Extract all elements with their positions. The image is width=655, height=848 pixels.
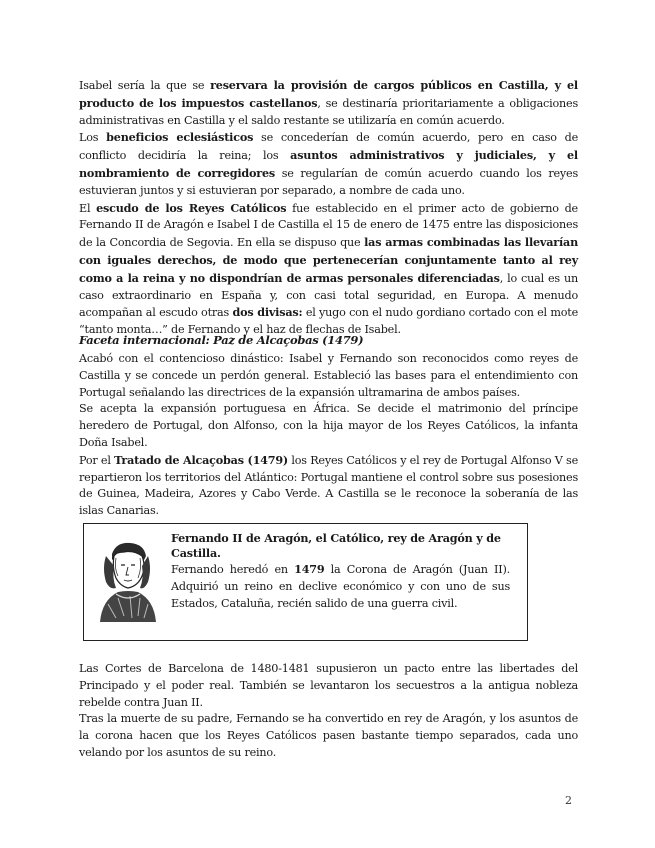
text: Fernando heredó en xyxy=(171,563,295,576)
paragraph-contencioso: Acabó con el contencioso dinástico: Isabel y Fernando son reconocidos como reyes de Castilla y se concede un perdón general. Estableció las bases para el entendimiento con Portugal señalando las directrices de la expansión ultramarina de ambos países. xyxy=(79,352,578,399)
box-body xyxy=(171,561,510,612)
text: El xyxy=(79,201,97,215)
page-number: 2 xyxy=(565,794,572,807)
text: , se destinaría prioritariamente a obligaciones administrativas en Castilla y el saldo restante se utilizaría en común acuerdo. xyxy=(79,96,578,127)
paragraph-tratado xyxy=(79,452,578,520)
bold-text: escudo de los Reyes Católicos xyxy=(96,200,287,215)
bold-text: las armas combinadas las llevarían con iguales derechos, de modo que pertenecerían conjuntamente tanto al rey como a la reina y no dispondrían de armas personales diferenciadas xyxy=(79,235,579,285)
text: Los xyxy=(79,131,107,145)
text: los Reyes Católicos y el rey de Portugal Alfonso V se repartieron los territorios del Atlántico: Portugal mantiene el control sobre sus posesiones de Guinea, Madeira, Azores y Cabo Verde. A Castilla se le reconoce la soberanía de las islas Canarias. xyxy=(79,453,579,518)
bottom-section xyxy=(79,661,578,762)
box-title: Fernando II de Aragón, el Católico, rey de Aragón y de Castilla. xyxy=(171,531,501,560)
text: el yugo con el nudo gordiano cortado con el mote “tanto monta…” de Fernando y el haz de flechas de Isabel. xyxy=(79,306,579,337)
text: Isabel sería la que se xyxy=(79,79,211,92)
fernando-portrait-image xyxy=(94,538,160,622)
international-section xyxy=(79,351,578,520)
text: fue establecido en el primer acto de gobierno de Fernando II de Aragón e Isabel I de Castilla el 15 de enero de 1475 entre las disposiciones de la Concordia de Segovia. En ella se dispuso que xyxy=(79,201,578,250)
text: , lo cual es un caso extraordinario en España y, con casi total seguridad, en Europa. A menudo acompañan al escudo otras xyxy=(79,271,578,320)
bold-text: 1479 xyxy=(294,562,325,576)
fernando-box xyxy=(83,523,528,641)
text: la Corona de Aragón (Juan II). Adquirió un reino en declive económico y con uno de sus Estados, Cataluña, recién salido de una guerra civil. xyxy=(171,563,511,610)
bold-text: asuntos administrativos y judiciales, y el nombramiento de corregidores xyxy=(79,148,578,180)
bold-text: dos divisas: xyxy=(232,305,303,320)
paragraph-provision xyxy=(79,77,578,129)
bold-text: beneficios eclesiásticos xyxy=(106,130,254,145)
bold-text: reservara la provisión de cargos públicos en Castilla, y el producto de los impuestos castellanos xyxy=(79,78,578,110)
paragraph-expansion: Se acepta la expansión portuguesa en África. Se decide el matrimonio del príncipe heredero de Portugal, don Alfonso, con la hija mayor de los Reyes Católicos, la infanta Doña Isabel. xyxy=(79,402,578,449)
section-heading: Faceta internacional: Paz de Alcaçobas (1479) xyxy=(79,333,364,347)
text: se concederían de común acuerdo, pero en caso de conflicto decidiría la reina; los xyxy=(79,131,579,163)
text: se regularían de común acuerdo cuando los reyes estuvieran juntos y si estuvieran por separado, a nombre de cada uno. xyxy=(79,166,578,197)
top-section xyxy=(79,77,578,339)
text: Por el xyxy=(79,453,115,467)
paragraph-cortes: Las Cortes de Barcelona de 1480-1481 supusieron un pacto entre las libertades del Principado y el poder real. También se levantaron los secuestros a la antigua nobleza rebelde contra Juan II. xyxy=(79,662,578,709)
paragraph-beneficios xyxy=(79,129,578,199)
paragraph-muerte: Tras la muerte de su padre, Fernando se ha convertido en rey de Aragón, y los asuntos de la corona hacen que los Reyes Católicos pasen bastante tiempo separados, cada uno velando por los asuntos de su reino. xyxy=(79,712,578,759)
paragraph-escudo xyxy=(79,200,578,339)
bold-text: Tratado de Alcaçobas (1479) xyxy=(114,452,289,467)
